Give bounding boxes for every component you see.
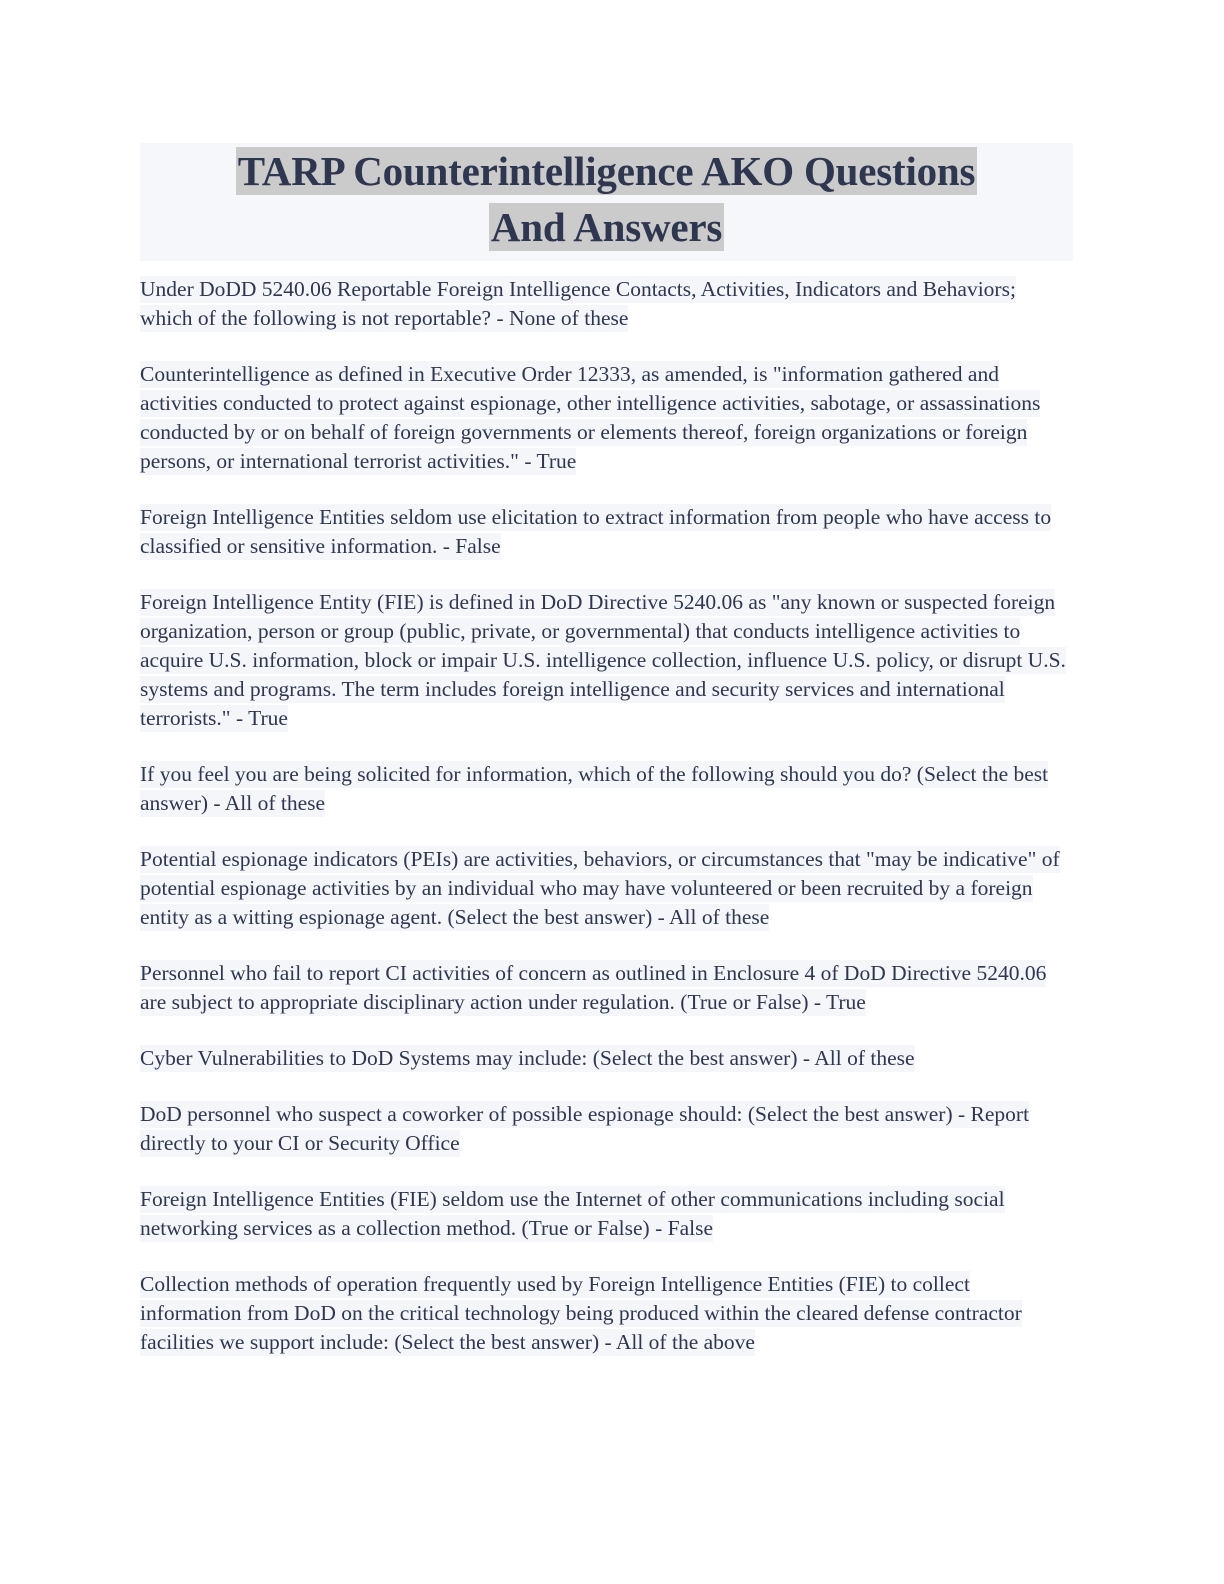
qa-paragraph	[140, 959, 1073, 1017]
qa-paragraph	[140, 275, 1073, 333]
qa-paragraph-text: DoD personnel who suspect a coworker of possible espionage should: (Select the best answer) - Report directly to your CI or Security Office	[140, 1102, 1030, 1155]
page-title-line-2	[140, 199, 1073, 255]
page-title	[140, 143, 1073, 261]
qa-paragraph-text: Under DoDD 5240.06 Reportable Foreign Intelligence Contacts, Activities, Indicators and Behaviors; which of the following is not reportable? - None of these	[140, 277, 1016, 330]
qa-paragraph	[140, 588, 1073, 733]
qa-paragraph-text: If you feel you are being solicited for information, which of the following should you do? (Select the best answer) - All of these	[140, 762, 1049, 815]
qa-paragraph	[140, 760, 1073, 818]
qa-paragraph-text: Cyber Vulnerabilities to DoD Systems may include: (Select the best answer) - All of these	[140, 1046, 915, 1070]
page-title-line-1-text: TARP Counterintelligence AKO Questions	[237, 148, 976, 194]
qa-paragraph-text: Personnel who fail to report CI activities of concern as outlined in Enclosure 4 of DoD Directive 5240.06 are subject to appropriate disciplinary action under regulation. (True or False) - True	[140, 961, 1047, 1014]
qa-paragraph-text: Foreign Intelligence Entity (FIE) is defined in DoD Directive 5240.06 as "any known or suspected foreign organization, person or group (public, private, or governmental) that conducts intelligence activities to acquire U.S. information, block or impair U.S. intelligence collection, influence U.S. policy, or disrupt U.S. systems and programs. The term includes foreign intelligence and security services and international terrorists." - True	[140, 590, 1066, 730]
qa-paragraph-text: Foreign Intelligence Entities seldom use elicitation to extract information from people who have access to classified or sensitive information. - False	[140, 505, 1052, 558]
document-content	[140, 143, 1073, 1357]
page-title-line-1	[140, 143, 1073, 199]
qa-paragraph-text: Counterintelligence as defined in Executive Order 12333, as amended, is "information gathered and activities conducted to protect against espionage, other intelligence activities, sabotage, or assassinations conducted by or on behalf of foreign governments or elements thereof, foreign organizations or foreign persons, or international terrorist activities." - True	[140, 362, 1041, 473]
qa-paragraph-list	[140, 275, 1073, 1357]
qa-paragraph	[140, 360, 1073, 476]
qa-paragraph	[140, 1270, 1073, 1357]
qa-paragraph	[140, 503, 1073, 561]
qa-paragraph-text: Foreign Intelligence Entities (FIE) seldom use the Internet of other communications including social networking services as a collection method. (True or False) - False	[140, 1187, 1005, 1240]
qa-paragraph	[140, 1044, 1073, 1073]
qa-paragraph	[140, 1100, 1073, 1158]
page-title-line-2-text: And Answers	[490, 204, 723, 250]
qa-paragraph	[140, 1185, 1073, 1243]
qa-paragraph-text: Collection methods of operation frequently used by Foreign Intelligence Entities (FIE) to collect information from DoD on the critical technology being produced within the cleared defense contractor facilities we support include: (Select the best answer) - All of the above	[140, 1272, 1022, 1354]
qa-paragraph-text: Potential espionage indicators (PEIs) are activities, behaviors, or circumstances that "may be indicative" of potential espionage activities by an individual who may have volunteered or been recruited by a foreign entity as a witting espionage agent. (Select the best answer) - All of these	[140, 847, 1060, 929]
qa-paragraph	[140, 845, 1073, 932]
